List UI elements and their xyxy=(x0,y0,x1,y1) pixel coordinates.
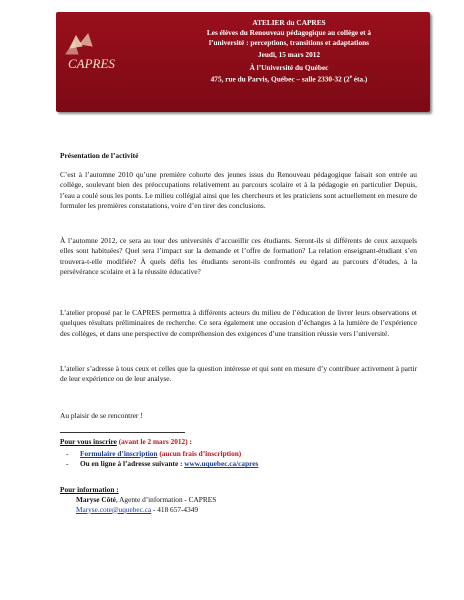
event-banner xyxy=(56,12,430,112)
paragraph-3: L’atelier proposé par le CAPRES permettra à différents acteurs du milieu de l’éducation de livrer leurs observations et quelques résultats préliminaires de recherche. Ce sera également une occasion d’échanges à la lumière de l’expérience des collèges, et dans une perspective de compréhension des exigences d’une transition réussie vers l’université. xyxy=(60,308,417,338)
event-location: À l’Université du Québec xyxy=(249,63,329,73)
paragraph-2: À l’automne 2012, ce sera au tour des universités d’accueillir ces étudiants. Seront-ils si différents de ceux auxquels elles sont habituées? Quel sera l’impact sur la demande et l’offre de formation? La relation enseignant-étudiant s’en trouvera-t-elle modifiée? À quels défis les étudiants seront-ils confrontés eu égard au parcours d’études, à la persévérance scolaire et à la réussite éducative? xyxy=(60,236,417,277)
contact-name-line: Maryse Côté, Agente d’information - CAPRES xyxy=(76,494,217,504)
event-subtitle-line1: Les élèves du Renouveau pédagogique au collège et à xyxy=(206,27,372,37)
registration-list xyxy=(66,449,426,469)
paragraph-1: C’est à l’automne 2010 qu’une première cohorte des jeunes issus du Renouveau pédagogique faisait son entrée au collège, soulevant bien des préoccupations relativement au parcours scolaire et à la pédagogie en particulier Depuis, l’eau a coulé sous les ponts. Le milieu collégial ainsi que les chercheurs et les praticiens sont actuellement en mesure de formuler les premières constatations, voire d’en tirer des conclusions. xyxy=(60,170,417,211)
presentation-heading: Présentation de l’activité xyxy=(60,151,139,160)
online-registration-text: Ou en ligne à l’adresse suivante : xyxy=(80,459,185,469)
event-address: 475, rue du Parvis, Québec – salle 2330-32 (2e éta.) xyxy=(210,74,368,84)
list-item: - Ou en ligne à l’adresse suivante : www.uquebec.ca/capres xyxy=(66,459,259,469)
contact-email-line: Maryse.cote@uquebec.ca - 418 657-4349 xyxy=(76,504,199,514)
event-date: Jeudi, 15 mars 2012 xyxy=(257,50,321,60)
contact-email-link[interactable]: Maryse.cote@uquebec.ca xyxy=(76,504,152,514)
footer-separator xyxy=(60,432,185,433)
closing-line: Au plaisir de se rencontrer ! xyxy=(60,411,143,420)
registration-heading: Pour vous inscrire (avant le 2 mars 2012) : xyxy=(60,437,192,446)
event-title: ATELIER du CAPRES xyxy=(252,18,326,27)
registration-fee-note: (aucun frais d’inscription) xyxy=(157,449,242,458)
online-registration-link[interactable]: www.uquebec.ca/capres xyxy=(184,459,259,469)
logo-wordmark: CAPRES xyxy=(68,56,115,71)
contact-block xyxy=(60,485,216,514)
registration-form-link[interactable]: Formulaire d’inscription xyxy=(80,449,158,458)
list-item: - Formulaire d’inscription (aucun frais d’inscription) xyxy=(66,449,242,458)
banner-text-block xyxy=(148,18,430,84)
contact-heading: Pour information : xyxy=(60,485,119,494)
capres-logo xyxy=(60,24,146,86)
event-subtitle-line2: l’université : perceptions, transitions et adaptations xyxy=(209,37,369,47)
paragraph-4: L’atelier s’adresse à tous ceux et celles que la question intéresse et qui sont en mesure d’y contribuer activement à partir de leur expérience ou de leur analyse. xyxy=(60,364,417,384)
